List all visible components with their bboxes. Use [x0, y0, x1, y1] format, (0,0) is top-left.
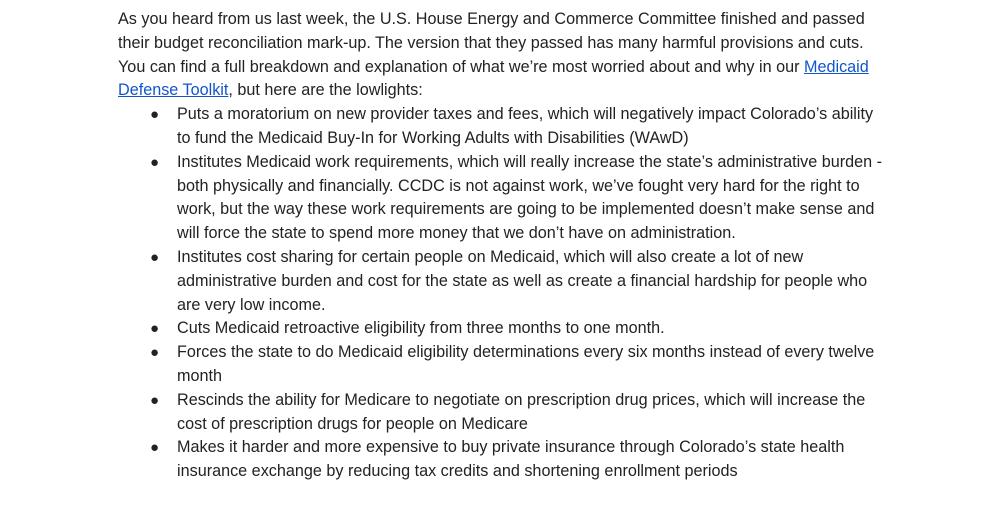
intro-text-after-link: , but here are the lowlights:: [228, 81, 423, 100]
document-body: [118, 8, 888, 484]
bullet-icon: ●: [150, 439, 160, 457]
list-item-text: Institutes cost sharing for certain people on Medicaid, which will also create a lot of new administrative burden and cost for the state as well as create a financial hardship for people who are very low income.: [177, 247, 868, 314]
medicaid-defense-toolkit-link[interactable]: Medicaid Defense Toolkit: [118, 57, 869, 100]
list-item-text: Institutes Medicaid work requirements, which will really increase the state’s administrative burden - both physically and financially. CCDC is not against work, we’ve fought very hard for the right to work, but the way these work requirements are going to be implemented doesn’t make sense and will force the state to spend more money that we don’t have on administration.: [177, 152, 883, 243]
list-item-text: Cuts Medicaid retroactive eligibility from three months to one month.: [177, 319, 665, 338]
bullet-icon: ●: [150, 391, 160, 409]
list-item: [118, 246, 888, 317]
list-item-text: Rescinds the ability for Medicare to negotiate on prescription drug prices, which will increase the cost of prescription drugs for people on Medicare: [177, 390, 866, 433]
list-item: [118, 341, 888, 389]
list-item: [118, 103, 888, 151]
list-item-text: Makes it harder and more expensive to buy private insurance through Colorado’s state health insurance exchange by reducing tax credits and shortening enrollment periods: [177, 438, 845, 481]
list-item: [118, 436, 888, 484]
bullet-icon: ●: [150, 344, 160, 362]
lowlights-list: [118, 103, 888, 484]
intro-text-before-link: As you heard from us last week, the U.S. House Energy and Commerce Committee finished and passed their budget reconciliation mark-up. The version that they passed has many harmful provisions and cuts. You can find a full breakdown and explanation of what we’re most worried about and why in our: [118, 10, 865, 76]
list-item: [118, 151, 888, 246]
bullet-icon: ●: [150, 153, 160, 171]
list-item: [118, 317, 888, 341]
bullet-icon: ●: [150, 106, 160, 124]
list-item-text: Forces the state to do Medicaid eligibility determinations every six months instead of every twelve month: [177, 343, 875, 385]
list-item-text: Puts a moratorium on new provider taxes and fees, which will negatively impact Colorado’s ability to fund the Medicaid Buy-In for Working Adults with Disabilities (WAwD): [177, 105, 874, 147]
bullet-icon: ●: [150, 248, 160, 266]
list-item: [118, 389, 888, 437]
intro-paragraph: [118, 8, 888, 103]
bullet-icon: ●: [150, 320, 160, 338]
